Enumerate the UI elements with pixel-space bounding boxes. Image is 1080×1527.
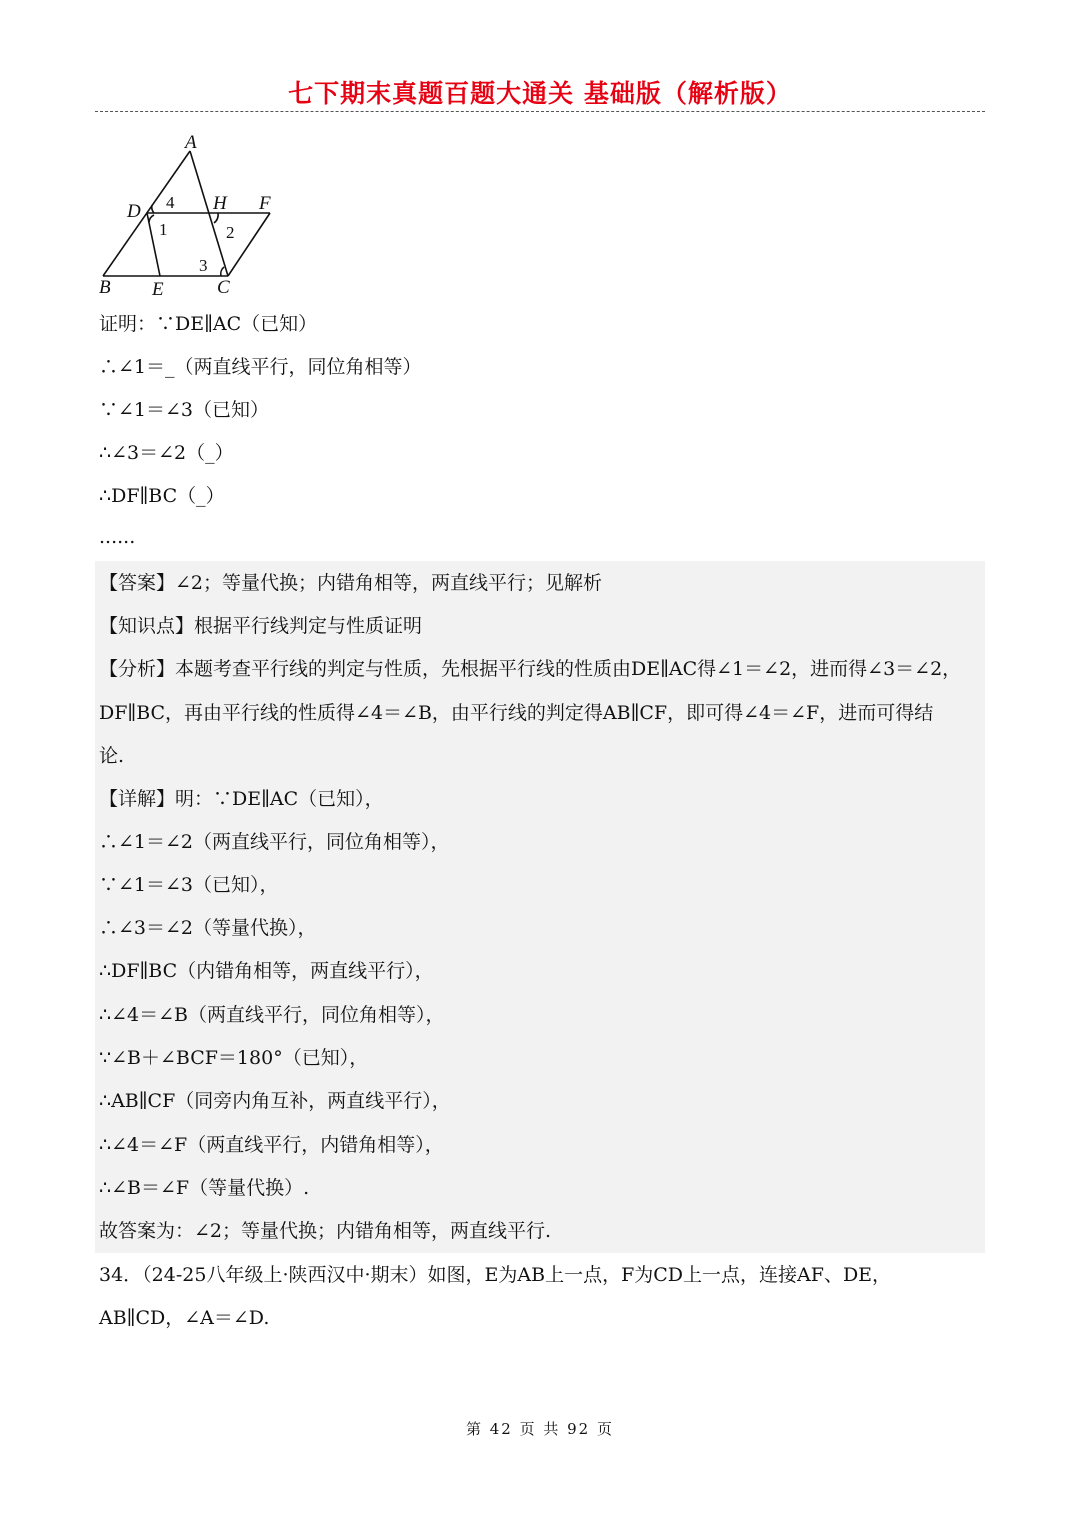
angle-label-3: 3 — [199, 256, 208, 275]
question-line: ...... — [99, 526, 136, 548]
question-line: ∴DF∥BC（_） — [99, 485, 225, 507]
question-line: ∴∠1＝_（两直线平行，同位角相等） — [99, 356, 422, 378]
angle-arc-3 — [221, 267, 224, 276]
label-F: F — [259, 193, 271, 214]
label-E: E — [152, 279, 164, 300]
angle-arc-4 — [152, 205, 154, 213]
angle-label-4: 4 — [166, 193, 175, 212]
detail-line: ∴∠4＝∠F（两直线平行，内错角相等）， — [99, 1134, 444, 1156]
angle-arc-1 — [149, 215, 154, 222]
angle-label-2: 2 — [226, 223, 235, 242]
next-question-line: AB∥CD，∠A＝∠D. — [99, 1307, 270, 1329]
geometry-figure — [95, 128, 315, 303]
page-number: 第 42 页 共 92 页 — [465, 1420, 614, 1438]
question-line: 证明：∵DE∥AC（已知） — [99, 313, 318, 335]
detail-line: 【详解】明：∵DE∥AC（已知）， — [99, 788, 384, 810]
angle-arc-2 — [214, 213, 218, 223]
detail-line: ∵∠1＝∠3（已知）， — [99, 874, 279, 896]
next-question-line: 34．（24-25八年级上·陕西汉中·期末）如图，E为AB上一点，F为CD上一点，连接AF、DE， — [99, 1264, 892, 1286]
detail-line: ∵∠B＋∠BCF＝180°（已知）， — [99, 1047, 369, 1069]
knowledge-line: 【知识点】根据平行线判定与性质证明 — [99, 615, 423, 637]
detail-line: ∴∠3＝∠2（等量代换）， — [99, 917, 317, 939]
detail-line: ∴DF∥BC（内错角相等，两直线平行）， — [99, 960, 434, 982]
detail-line: ∴∠1＝∠2（两直线平行，同位角相等）， — [99, 831, 450, 853]
detail-line: 故答案为：∠2；等量代换；内错角相等，两直线平行. — [99, 1220, 552, 1242]
analysis-line: DF∥BC，再由平行线的性质得∠4＝∠B，由平行线的判定得AB∥CF，即可得∠4＝∠F，进而可得结 — [99, 702, 934, 724]
question-line: ∵∠1＝∠3（已知） — [99, 399, 270, 421]
answer-line: 【答案】∠2；等量代换；内错角相等，两直线平行；见解析 — [99, 572, 603, 594]
detail-line: ∴AB∥CF（同旁内角互补，两直线平行）， — [99, 1090, 451, 1112]
analysis-line: 【分析】本题考查平行线的判定与性质，先根据平行线的性质由DE∥AC得∠1＝∠2，进而得∠3＝∠2， — [99, 658, 962, 680]
label-H: H — [213, 193, 227, 214]
analysis-line: 论. — [99, 745, 125, 767]
label-C: C — [217, 277, 230, 298]
header-divider — [95, 111, 985, 112]
page-header-title: 七下期末真题百题大通关 基础版（解析版） — [288, 79, 792, 108]
label-D: D — [127, 201, 141, 222]
angle-label-1: 1 — [159, 220, 168, 239]
detail-line: ∴∠4＝∠B（两直线平行，同位角相等）， — [99, 1004, 445, 1026]
question-line: ∴∠3＝∠2（_） — [99, 442, 234, 464]
label-B: B — [99, 277, 111, 298]
label-A: A — [185, 132, 197, 153]
detail-line: ∴∠B＝∠F（等量代换）. — [99, 1177, 310, 1199]
